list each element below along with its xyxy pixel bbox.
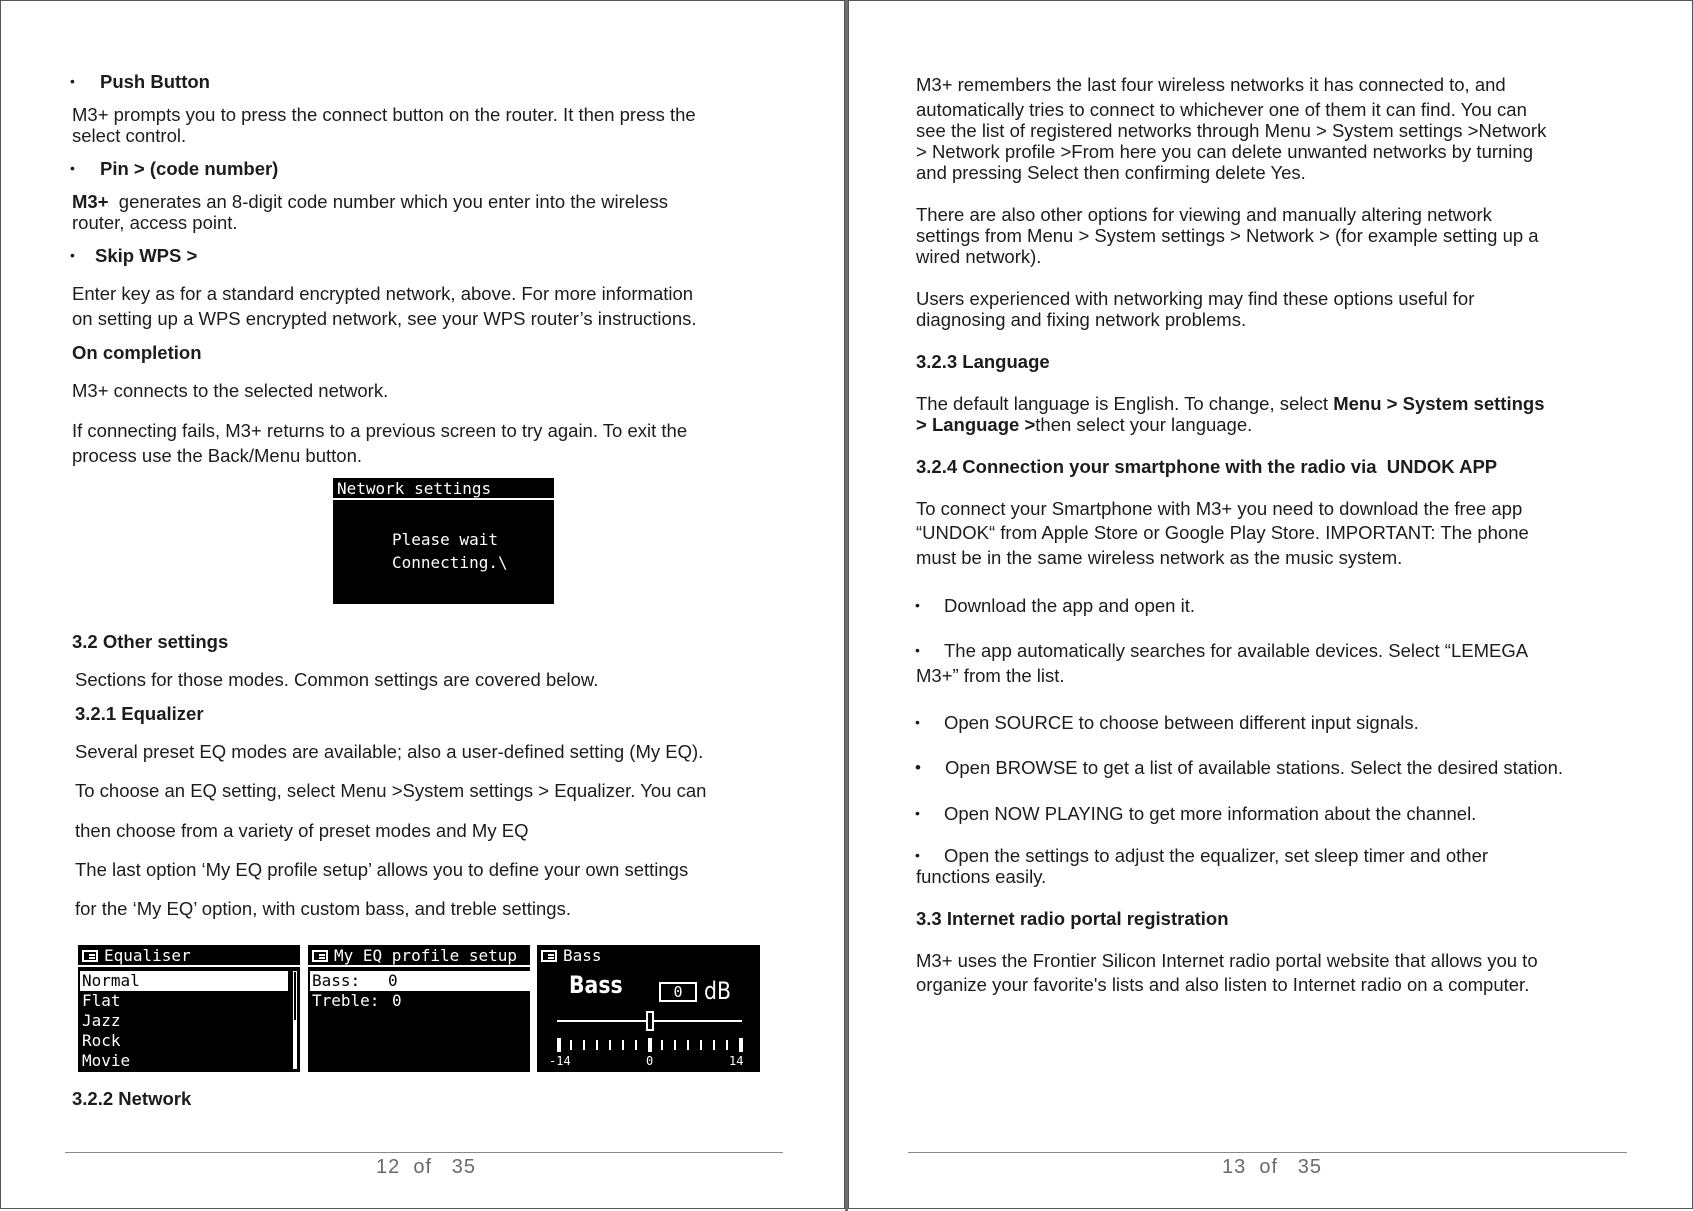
undok-text: To connect your Smartphone with M3+ you need to download the free app	[916, 498, 1523, 519]
bullet: •	[915, 597, 920, 613]
my-eq-bass-value: 0	[388, 971, 398, 990]
remembers-text: see the list of registered networks through Menu > System settings >Network	[916, 120, 1547, 141]
page-13	[848, 0, 1693, 1209]
undok-step: Download the app and open it.	[944, 595, 1195, 616]
my-eq-bass-label: Bass:	[312, 971, 361, 990]
bass-slider-thumb	[646, 1011, 654, 1031]
equaliser-item: Jazz	[82, 1011, 121, 1030]
bass-unit: dB	[704, 977, 731, 1005]
experienced-text: Users experienced with networking may find these options useful for	[916, 288, 1475, 309]
push-button-heading: Push Button	[100, 71, 210, 92]
bass-scale-tick	[674, 1040, 676, 1050]
pin-heading: Pin > (code number)	[100, 158, 279, 179]
bullet: •	[915, 847, 920, 863]
push-button-text: M3+ prompts you to press the connect button on the router. It then press the	[72, 104, 696, 125]
bass-title-text: Bass	[563, 946, 602, 965]
bass-scale-tick	[596, 1040, 598, 1050]
undok-step: Open NOW PLAYING to get more information about the channel.	[944, 803, 1477, 824]
bass-scale-tick	[700, 1040, 702, 1050]
bass-min-label: -14	[549, 1054, 571, 1068]
my-eq-treble-value: 0	[392, 991, 402, 1010]
portal-text: M3+ uses the Frontier Silicon Internet radio portal website that allows you to	[916, 950, 1538, 971]
remembers-text: M3+ remembers the last four wireless networks it has connected to, and	[916, 74, 1506, 95]
on-completion-text: M3+ connects to the selected network.	[72, 380, 389, 401]
my-eq-screen-title	[308, 945, 530, 967]
page-number: 13 of 35	[1222, 1156, 1322, 1178]
equaliser-screen	[78, 945, 300, 1072]
undok-text: “UNDOK“ from Apple Store or Google Play Store. IMPORTANT: The phone	[916, 522, 1529, 543]
language-heading: 3.2.3 Language	[916, 351, 1050, 372]
language-menu-path: Menu > System settings	[1333, 393, 1545, 414]
undok-step: Open the settings to adjust the equalizer, set sleep timer and other	[944, 845, 1489, 866]
skip-wps-heading: Skip WPS >	[95, 245, 198, 266]
options-text: settings from Menu > System settings > Network > (for example setting up a	[916, 225, 1539, 246]
my-eq-treble-row	[310, 991, 530, 1011]
other-settings-heading: 3.2 Other settings	[72, 631, 229, 652]
page-12	[0, 0, 845, 1209]
language-text-post: then select your language.	[1035, 414, 1253, 435]
pin-text-rest: generates an 8-digit code number which you enter into the wireless	[108, 191, 668, 212]
network-screen-title: Network settings	[333, 478, 554, 500]
bass-scale-tick	[583, 1040, 585, 1050]
equaliser-scrollbar-thumb	[294, 1020, 296, 1068]
equaliser-scrollbar	[293, 971, 297, 1069]
menu-icon	[541, 950, 557, 962]
undok-step: Open SOURCE to choose between different input signals.	[944, 712, 1419, 733]
equalizer-text: Several preset EQ modes are available; also a user-defined setting (My EQ).	[75, 741, 704, 762]
pin-text	[72, 191, 668, 213]
footer-rule	[908, 1152, 1627, 1153]
bass-max-label: 14	[729, 1054, 744, 1068]
language-menu-path: > Language >	[916, 414, 1036, 435]
bass-scale-tick	[635, 1040, 637, 1050]
other-settings-text: Sections for those modes. Common settings are covered below.	[75, 669, 599, 690]
bass-scale	[557, 1038, 742, 1052]
bullet: •	[915, 642, 920, 658]
language-text	[916, 414, 1252, 436]
undok-step: M3+” from the list.	[916, 665, 1065, 686]
menu-icon	[82, 950, 98, 962]
pin-text: router, access point.	[72, 212, 238, 233]
bass-scale-tick	[726, 1040, 728, 1050]
equaliser-item: Flat	[82, 991, 121, 1010]
bass-mid-label: 0	[646, 1054, 654, 1068]
equaliser-item: Normal	[80, 971, 288, 991]
remembers-text: and pressing Select then confirming delete Yes.	[916, 162, 1306, 183]
equaliser-screen-title	[78, 945, 300, 967]
page-number: 12 of 35	[376, 1156, 476, 1178]
remembers-text: > Network profile >From here you can delete unwanted networks by turning	[916, 141, 1533, 162]
equaliser-title-text: Equaliser	[104, 946, 191, 965]
bass-scale-tick	[622, 1040, 624, 1050]
on-completion-text: If connecting fails, M3+ returns to a previous screen to try again. To exit the	[72, 420, 688, 441]
bullet: •	[915, 714, 920, 730]
bullet: •	[915, 805, 920, 821]
skip-wps-text: on setting up a WPS encrypted network, see your WPS router’s instructions.	[72, 308, 697, 329]
bullet: •	[70, 73, 75, 89]
equalizer-text: for the ‘My EQ’ option, with custom bass, and treble settings.	[75, 898, 571, 919]
bass-scale-tick	[713, 1040, 715, 1050]
portal-text: organize your favorite's lists and also listen to Internet radio on a computer.	[916, 974, 1530, 995]
bullet: •	[70, 160, 75, 176]
undok-step: The app automatically searches for available devices. Select “LEMEGA	[944, 640, 1529, 661]
portal-heading: 3.3 Internet radio portal registration	[916, 908, 1229, 929]
network-screen-line: Connecting.\	[392, 553, 508, 572]
on-completion-text: process use the Back/Menu button.	[72, 445, 363, 466]
bass-scale-tick	[687, 1040, 689, 1050]
bass-scale-tick	[557, 1038, 561, 1052]
my-eq-profile-screen	[308, 945, 530, 1072]
on-completion-heading: On completion	[72, 342, 202, 363]
bullet: •	[915, 758, 921, 777]
equalizer-text: then choose from a variety of preset modes and My EQ	[75, 820, 529, 841]
bass-value-box: 0	[659, 982, 697, 1002]
equalizer-text: To choose an EQ setting, select Menu >System settings > Equalizer. You can	[75, 780, 707, 801]
my-eq-treble-label: Treble:	[312, 991, 380, 1010]
options-text: wired network).	[916, 246, 1042, 267]
bass-scale-tick	[648, 1038, 652, 1052]
equalizer-text: The last option ‘My EQ profile setup’ allows you to define your own settings	[75, 859, 689, 880]
bass-scale-tick	[739, 1038, 743, 1052]
footer-rule	[65, 1152, 783, 1153]
network-heading: 3.2.2 Network	[72, 1088, 192, 1109]
bass-label: Bass	[569, 971, 623, 999]
skip-wps-text: Enter key as for a standard encrypted network, above. For more information	[72, 283, 694, 304]
pin-lead: M3+	[72, 191, 109, 212]
bass-scale-tick	[570, 1040, 572, 1050]
language-text	[916, 393, 1545, 415]
menu-icon	[312, 950, 328, 962]
bullet: •	[70, 247, 75, 263]
language-text-pre: The default language is English. To change, select	[916, 393, 1334, 414]
push-button-text: select control.	[72, 125, 187, 146]
undok-text: must be in the same wireless network as the music system.	[916, 547, 1403, 568]
my-eq-bass-row	[310, 971, 530, 991]
options-text: There are also other options for viewing and manually altering network	[916, 204, 1492, 225]
equaliser-item: Movie	[82, 1051, 131, 1070]
remembers-text: automatically tries to connect to whichever one of them it can find. You can	[916, 99, 1527, 120]
bass-screen	[537, 945, 760, 1072]
undok-heading: 3.2.4 Connection your smartphone with the radio via UNDOK APP	[916, 456, 1498, 477]
my-eq-title-text: My EQ profile setup	[334, 946, 518, 965]
network-screen-line: Please wait	[392, 530, 498, 549]
bass-scale-tick	[609, 1040, 611, 1050]
undok-step: functions easily.	[916, 866, 1047, 887]
bass-screen-title	[537, 945, 760, 967]
undok-step: Open BROWSE to get a list of available stations. Select the desired station.	[945, 757, 1564, 778]
experienced-text: diagnosing and fixing network problems.	[916, 309, 1247, 330]
network-settings-screen	[333, 478, 554, 604]
bass-scale-tick	[661, 1040, 663, 1050]
equalizer-heading: 3.2.1 Equalizer	[75, 703, 204, 724]
equaliser-item: Rock	[82, 1031, 121, 1050]
